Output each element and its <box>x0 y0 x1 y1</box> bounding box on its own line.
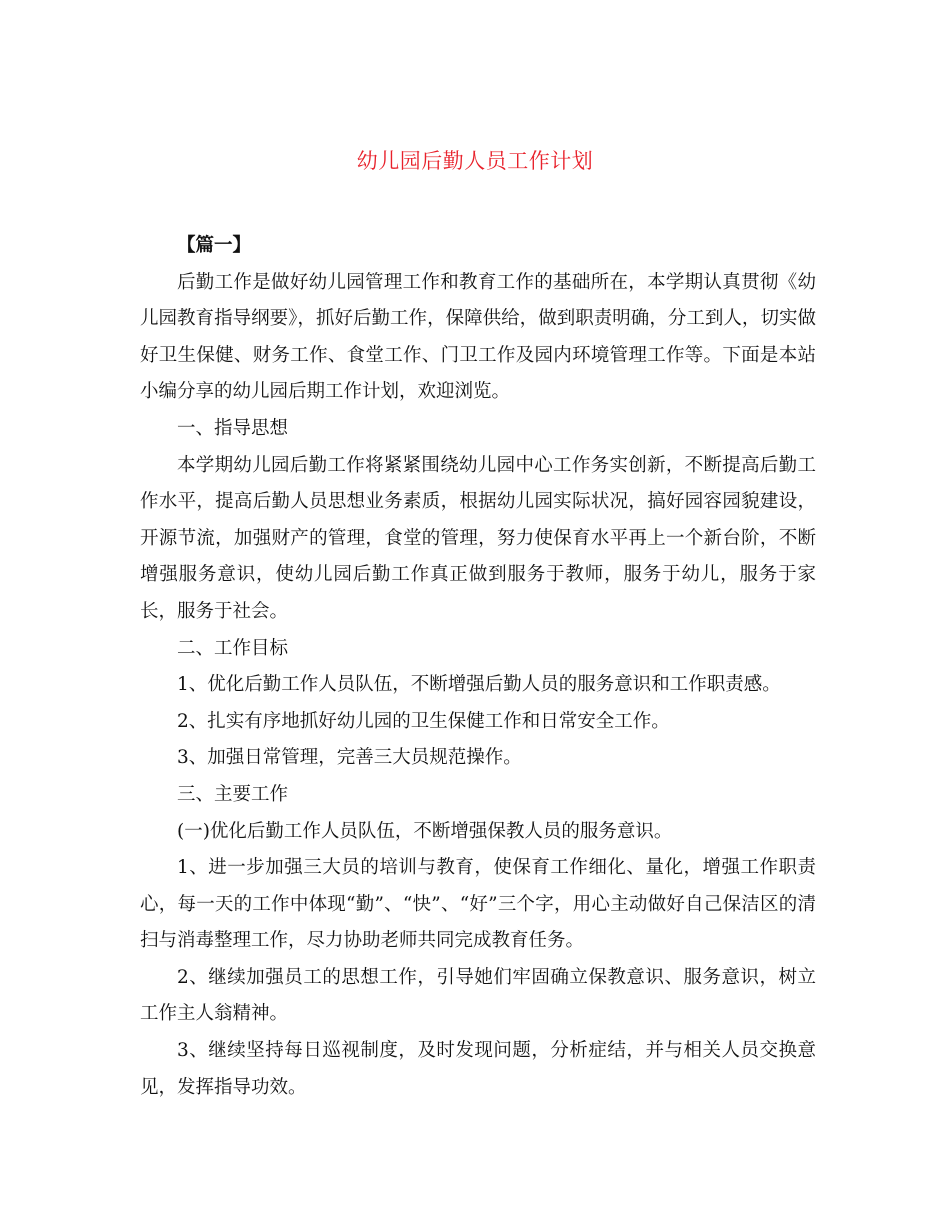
goal-item-2: 2、扎实有序地抓好幼儿园的卫生保健工作和日常安全工作。 <box>177 710 670 732</box>
section-label: 【篇一】 <box>177 235 252 256</box>
document-body <box>140 228 816 1106</box>
work-item-3: 3、继续坚持每日巡视制度，及时发现问题，分析症结，并与相关人员交换意见，发挥指导功效。 <box>140 1040 816 1098</box>
document-title: 幼儿园后勤人员工作计划 <box>356 149 594 173</box>
goal-item-3: 3、加强日常管理，完善三大员规范操作。 <box>177 747 522 769</box>
heading-guiding-ideology: 一、指导思想 <box>177 417 289 439</box>
work-item-1: 1、进一步加强三大员的培训与教育，使保育工作细化、量化，增强工作职责心，每一天的工作中体现“勤”、“快”、“好”三个字，用心主动做好自己保洁区的清扫与消毒整理工作，尽力协助老师共同完成教育任务。 <box>140 857 816 952</box>
heading-main-work: 三、主要工作 <box>177 783 289 805</box>
paragraph-guiding-ideology: 本学期幼儿园后勤工作将紧紧围绕幼儿园中心工作务实创新，不断提高后勤工作水平，提高后勤人员思想业务素质，根据幼儿园实际状况，搞好园容园貌建设，开源节流，加强财产的管理，食堂的管理，努力使保育水平再上一个新台阶，不断增强服务意识，使幼儿园后勤工作真正做到服务于教师，服务于幼儿，服务于家长，服务于社会。 <box>140 454 816 622</box>
work-item-2: 2、继续加强员工的思想工作，引导她们牢固确立保教意识、服务意识，树立工作主人翁精神。 <box>140 966 816 1025</box>
heading-work-goals: 二、工作目标 <box>177 637 289 659</box>
paragraph-intro: 后勤工作是做好幼儿园管理工作和教育工作的基础所在，本学期认真贯彻《幼儿园教育指导纲要》，抓好后勤工作，保障供给，做到职责明确，分工到人，切实做好卫生保健、财务工作、食堂工作、门卫工作及园内环境管理工作等。下面是本站小编分享的幼儿园后期工作计划，欢迎浏览。 <box>140 271 816 403</box>
goal-item-1: 1、优化后勤工作人员队伍，不断增强后勤人员的服务意识和工作职责感。 <box>177 674 781 696</box>
subheading-optimize-team: (一)优化后勤工作人员队伍，不断增强保教人员的服务意识。 <box>177 820 673 842</box>
